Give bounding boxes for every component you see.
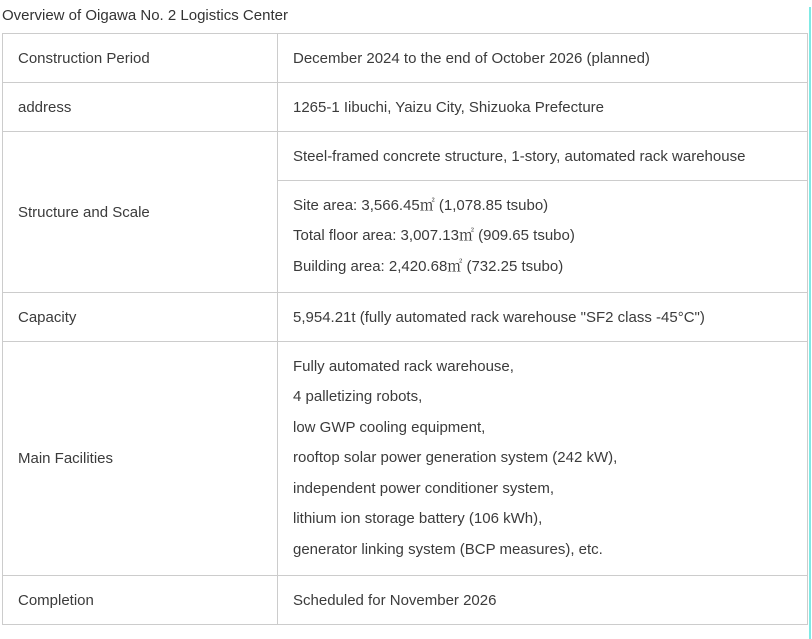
row-value-main-facilities bbox=[278, 342, 808, 576]
page bbox=[0, 7, 812, 639]
row-value-construction-period: December 2024 to the end of October 2026 (planned) bbox=[278, 34, 808, 83]
table-row-main-facilities bbox=[3, 342, 808, 576]
row-label-main-facilities: Main Facilities bbox=[3, 342, 278, 576]
row-value-structure-type: Steel-framed concrete structure, 1-story, automated rack warehouse bbox=[278, 132, 808, 181]
value-line-storage-battery: lithium ion storage battery (106 kWh), bbox=[293, 510, 543, 528]
value-line-solar-power: rooftop solar power generation system (242 kW), bbox=[293, 449, 618, 467]
value-line-site-area: Site area: 3,566.45㎡ (1,078.85 tsubo) bbox=[293, 196, 549, 214]
value-line-building-area: Building area: 2,420.68㎡ (732.25 tsubo) bbox=[293, 257, 564, 275]
overview-table bbox=[2, 33, 808, 625]
row-label-construction-period: Construction Period bbox=[3, 34, 278, 83]
row-value-capacity: 5,954.21t (fully automated rack warehouse "SF2 class -45°C") bbox=[278, 293, 808, 342]
table-row-structure-and-scale bbox=[3, 132, 808, 181]
page-title: Overview of Oigawa No. 2 Logistics Center bbox=[2, 7, 288, 24]
table-row-completion bbox=[3, 576, 808, 625]
value-line-palletizing-robots: 4 palletizing robots, bbox=[293, 388, 423, 406]
row-value-address: 1265-1 Iibuchi, Yaizu City, Shizuoka Prefecture bbox=[278, 83, 808, 132]
row-label-completion: Completion bbox=[3, 576, 278, 625]
value-line-generator-linking: generator linking system (BCP measures), etc. bbox=[293, 540, 603, 558]
row-value-completion: Scheduled for November 2026 bbox=[278, 576, 808, 625]
value-line-power-conditioner: independent power conditioner system, bbox=[293, 479, 554, 497]
row-label-address: address bbox=[3, 83, 278, 132]
table-row-address bbox=[3, 83, 808, 132]
value-line-cooling-equipment: low GWP cooling equipment, bbox=[293, 418, 486, 436]
row-label-capacity: Capacity bbox=[3, 293, 278, 342]
row-label-structure-and-scale: Structure and Scale bbox=[3, 132, 278, 293]
value-line-rack-warehouse: Fully automated rack warehouse, bbox=[293, 357, 514, 375]
right-edge-accent-line bbox=[809, 7, 811, 639]
table-row-capacity bbox=[3, 293, 808, 342]
value-line-total-floor-area: Total floor area: 3,007.13㎡ (909.65 tsubo) bbox=[293, 227, 575, 245]
row-value-structure-areas bbox=[278, 181, 808, 293]
table-row-construction-period bbox=[3, 34, 808, 83]
